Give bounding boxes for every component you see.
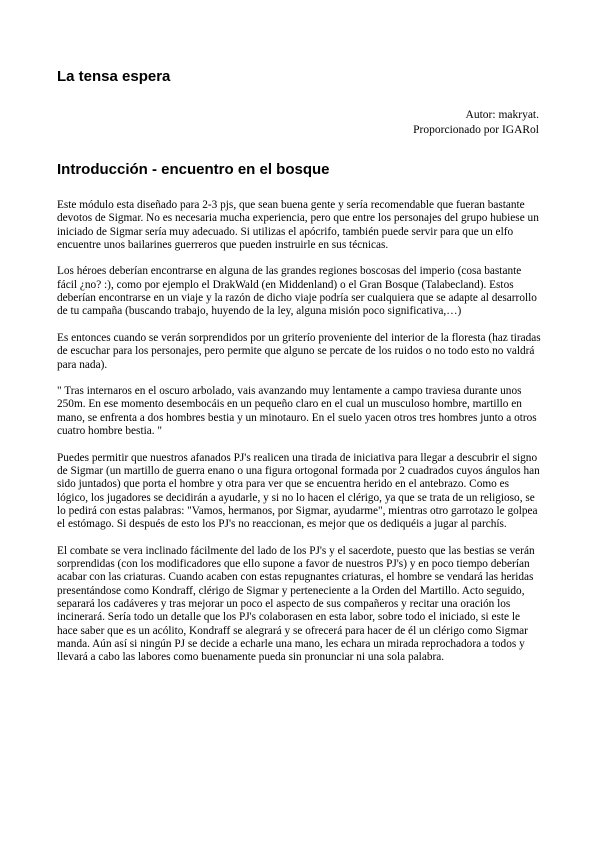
document-title: La tensa espera: [57, 68, 171, 85]
paragraph: Los héroes deberían encontrarse en alguna de las grandes regiones boscosas del imperio (cosa bastante fácil ¿no? :), como por ejemplo el DrakWald (en Middenland) o el Gran Bosque (Talabecland). Estos deberían encontrarse en un viaje y la razón de dicho viaje podría ser cualquiera que se adapte al desarrollo de tu campaña (buscando trabajo, huyendo de la ley, alguna misión poco significativa,…): [57, 265, 537, 318]
document-body: [57, 199, 541, 678]
provider-line: Proporcionado por IGARol: [413, 124, 539, 136]
paragraph: El combate se vera inclinado fácilmente del lado de los PJ's y el sacerdote, puesto que las bestias se verán sorprendidas (con los modificadores que ello supone a favor de nuestros PJ's) y en poco tiempo deberían acabar con las criaturas. Cuando acaben con estas repugnantes criaturas, el hombre se vendará las heridas presentándose como Kondraff, clérigo de Sigmar y perteneciente a la Orden del Martillo. Acto seguido, separará los cadáveres y tras mejorar un poco el aspecto de sus compañeros y recitar una oración los incinerará. Sería todo un detalle que los PJ's colaborasen en esta labor, sobre todo el iniciado, si este le hace saber que es un acólito, Kondraff se alegrará y se ofrecerá para hacer de él un clérigo como Sigmar manda. Aún así si ningún PJ se decide a echarle una mano, les echara un mirada reprochadora a todos y llevará a cabo las labores como buenamente pueda sin pronunciar ni una sola palabra.: [57, 544, 535, 664]
paragraph: Puedes permitir que nuestros afanados PJ's realicen una tirada de iniciativa para llegar a descubrir el signo de Sigmar (un martillo de guerra enano o una figura ortogonal formada por 2 cuadrados cuyos ángulos han sido juntados) que porta el hombre y otra para ver que se encuentra herido en el antebrazo. Como es lógico, los jugadores se decidirán a ayudarle, y si no lo hacen el clérigo, ya que se trata de un religioso, se lo pedirá con estas palabras: "Vamos, hermanos, por Sigmar, ayudarme", mientras otro garrotazo le golpea el estómago. Si después de esto los PJ's no reaccionan, es mejor que os dediquéis a jugar al parchís.: [57, 451, 540, 531]
paragraph: Este módulo esta diseñado para 2-3 pjs, que sean buena gente y sería recomendable que fueran bastante devotos de Sigmar. No es necesaria mucha experiencia, pero que entre los personajes del grupo hubiese un iniciado de Sigmar sería muy adecuado. Si utilizas el apócrifo, también puede servir para que un elfo encuentre unos bailarines guerreros que pueden instruirle en sus técnicas.: [57, 199, 539, 251]
paragraph: Es entonces cuando se verán sorprendidos por un griterío proveniente del interior de la floresta (haz tiradas de escuchar para los personajes, pero permite que alguno se percate de los ruidos o no todo esto no valdrá para nada).: [57, 331, 541, 371]
section-title: Introducción - encuentro en el bosque: [57, 161, 330, 178]
author-block: [413, 108, 539, 138]
author-line: Autor: makryat.: [465, 109, 539, 121]
quoted-paragraph: " Tras internaros en el oscuro arbolado, vais avanzando muy lentamente a campo traviesa durante unos 250m. En ese momento desembocáis en un pequeño claro en el cual un musculoso hombre, martillo en mano, se enfrenta a dos hombres bestia y un minotauro. En el suelo yacen otros tres hombres junto a otros cuatro hombre bestia. ": [57, 385, 537, 438]
